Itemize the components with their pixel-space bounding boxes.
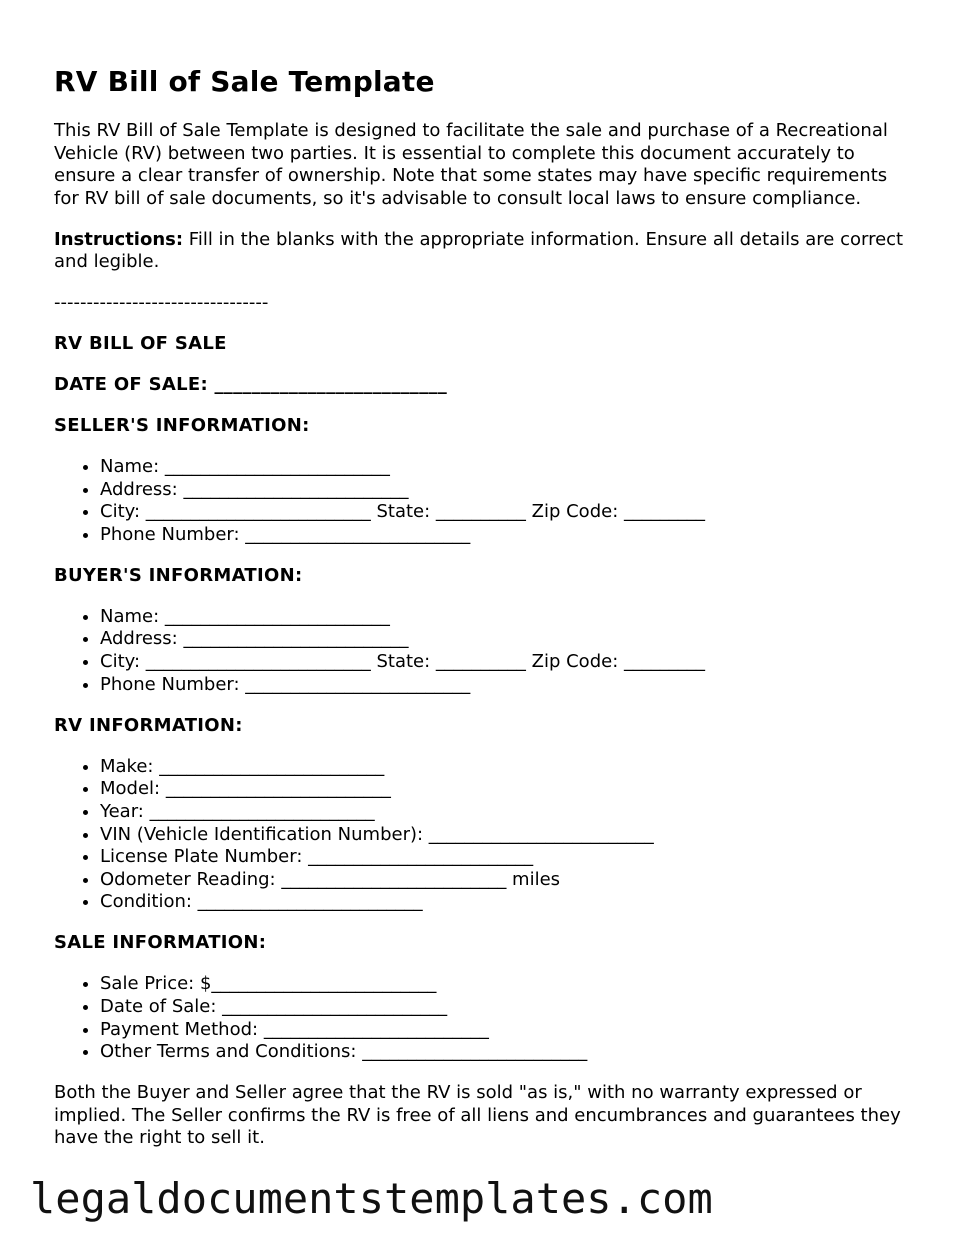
bill-of-sale-heading: RV BILL OF SALE: [54, 333, 227, 354]
rv-license-plate-item: • License Plate Number: _________________________: [100, 846, 914, 869]
sale-other-terms-item: • Other Terms and Conditions: _________________________: [100, 1041, 914, 1064]
document-title: RV Bill of Sale Template: [54, 65, 435, 98]
buyer-phone-item: • Phone Number: _________________________: [100, 674, 914, 697]
rv-model-item: • Model: _________________________: [100, 778, 914, 801]
seller-name-item: • Name: _________________________: [100, 456, 914, 479]
buyer-name-item: • Name: _________________________: [100, 606, 914, 629]
intro-paragraph: This RV Bill of Sale Template is designed to facilitate the sale and purchase of a Recreational Vehicle (RV) between two parties. It is essential to complete this document accurately to ensure a clear transfer of ownership. Note that some states may have specific requirements for RV bill of sale documents, so it's advisable to consult local laws to ensure compliance.: [54, 120, 888, 209]
instructions-text: Fill in the blanks with the appropriate information. Ensure all details are correct and legible.: [54, 228, 904, 272]
seller-phone-item: • Phone Number: _________________________: [100, 524, 914, 547]
seller-section-title: SELLER'S INFORMATION:: [54, 415, 310, 436]
rv-condition-item: • Condition: _________________________: [100, 891, 914, 914]
rv-year-item: • Year: _________________________: [100, 801, 914, 824]
instructions-label: Instructions:: [54, 228, 184, 250]
sale-date-item: • Date of Sale: _________________________: [100, 996, 914, 1019]
sale-payment-method-item: • Payment Method: _________________________: [100, 1019, 914, 1042]
buyer-address-item: • Address: _________________________: [100, 628, 914, 651]
date-of-sale-line: DATE OF SALE: _________________________: [54, 374, 448, 395]
seller-list: [54, 456, 914, 546]
rv-odometer-item: • Odometer Reading: _________________________ miles: [100, 869, 914, 892]
instructions-paragraph: [54, 229, 914, 274]
rv-vin-item: • VIN (Vehicle Identification Number): _________________________: [100, 824, 914, 847]
buyer-city-item: • City: _________________________ State: __________ Zip Code: _________: [100, 651, 914, 674]
document-page: [54, 62, 914, 1168]
divider-line: ---------------------------------: [54, 292, 269, 313]
rv-make-item: • Make: _________________________: [100, 756, 914, 779]
rv-section-title: RV INFORMATION:: [54, 714, 243, 736]
buyer-list: [54, 606, 914, 696]
closing-paragraph: Both the Buyer and Seller agree that the RV is sold "as is," with no warranty expressed or implied. The Seller confirms the RV is free of all liens and encumbrances and guarantees they have the right to sell it.: [54, 1082, 901, 1149]
sale-price-item: • Sale Price: $_________________________: [100, 973, 914, 996]
sale-list: [54, 973, 914, 1063]
rv-list: [54, 756, 914, 914]
buyer-section-title: BUYER'S INFORMATION:: [54, 564, 303, 586]
seller-address-item: • Address: _________________________: [100, 479, 914, 502]
sale-section-title: SALE INFORMATION:: [54, 932, 267, 954]
watermark-text: legaldocumentstemplates.com: [30, 1174, 713, 1223]
seller-city-item: • City: _________________________ State: __________ Zip Code: _________: [100, 501, 914, 524]
